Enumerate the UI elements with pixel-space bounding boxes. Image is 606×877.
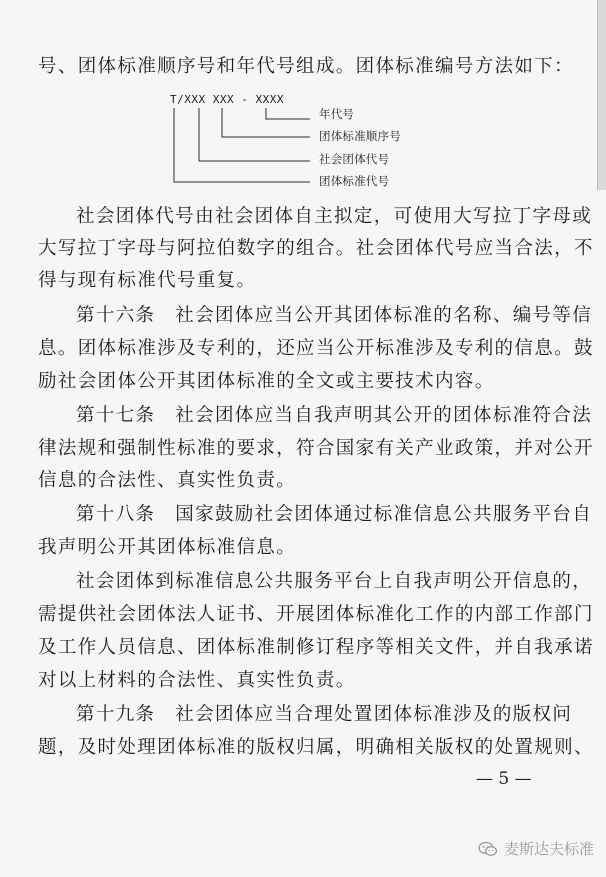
- text-line-15: 及工作人员信息、团体标准制修订程序等相关文件，并自我承诺: [38, 637, 594, 658]
- wechat-icon: [478, 841, 498, 857]
- label-org-code: 社会团体代号: [319, 152, 390, 166]
- numbering-code: T/XXX XXX - XXXX: [170, 93, 284, 106]
- text-line-4: 得与现有标准代号重复。: [38, 270, 257, 291]
- text-line-8: 第十七条 社会团体应当自我声明其公开的团体标准符合法: [76, 405, 593, 426]
- text-line-2: 社会团体代号由社会团体自主拟定，可使用大写拉丁字母或: [76, 206, 593, 227]
- label-year: 年代号: [319, 107, 355, 121]
- text-line-10: 信息的合法性、真实性负责。: [38, 470, 297, 491]
- text-line-6: 息。团体标准涉及专利的，还应当公开标准涉及专利的信息。鼓: [38, 338, 594, 359]
- text-line-9: 律法规和强制性标准的要求，符合国家有关产业政策，并对公开: [38, 438, 594, 459]
- bracket-org-code: [199, 108, 310, 161]
- label-sequence: 团体标准顺序号: [319, 129, 401, 143]
- page-number: — 5 —: [476, 769, 532, 789]
- text-line-13: 社会团体到标准信息公共服务平台上自我声明公开信息的，: [76, 571, 593, 592]
- text-line-16: 对以上材料的合法性、真实性负责。: [38, 670, 356, 691]
- text-line-18: 题，及时处理团体标准的版权归属，明确相关版权的处置规则、: [38, 737, 594, 758]
- text-line-7: 励社会团体公开其团体标准的全文或主要技术内容。: [38, 371, 495, 392]
- text-line-14: 需提供社会团体法人证书、开展团体标准化工作的内部工作部门: [38, 604, 594, 625]
- numbering-diagram-lines: [0, 0, 606, 200]
- text-line-12: 我声明公开其团体标准信息。: [38, 537, 297, 558]
- text-line-5: 第十六条 社会团体应当公开其团体标准的名称、编号等信: [76, 305, 593, 326]
- watermark-text: 麦斯达夫标准: [504, 840, 595, 858]
- watermark: [478, 838, 594, 859]
- text-line-17: 第十九条 社会团体应当合理处置团体标准涉及的版权问: [76, 704, 573, 725]
- label-group-code: 团体标准代号: [319, 174, 390, 188]
- bracket-year: [266, 108, 310, 119]
- text-line-3: 大写拉丁字母与阿拉伯数字的组合。社会团体代号应当合法，不: [38, 238, 594, 259]
- text-line-1: 号、团体标准顺序号和年代号组成。团体标准编号方法如下：: [38, 56, 574, 77]
- text-line-11: 第十八条 国家鼓励社会团体通过标准信息公共服务平台自: [76, 504, 593, 525]
